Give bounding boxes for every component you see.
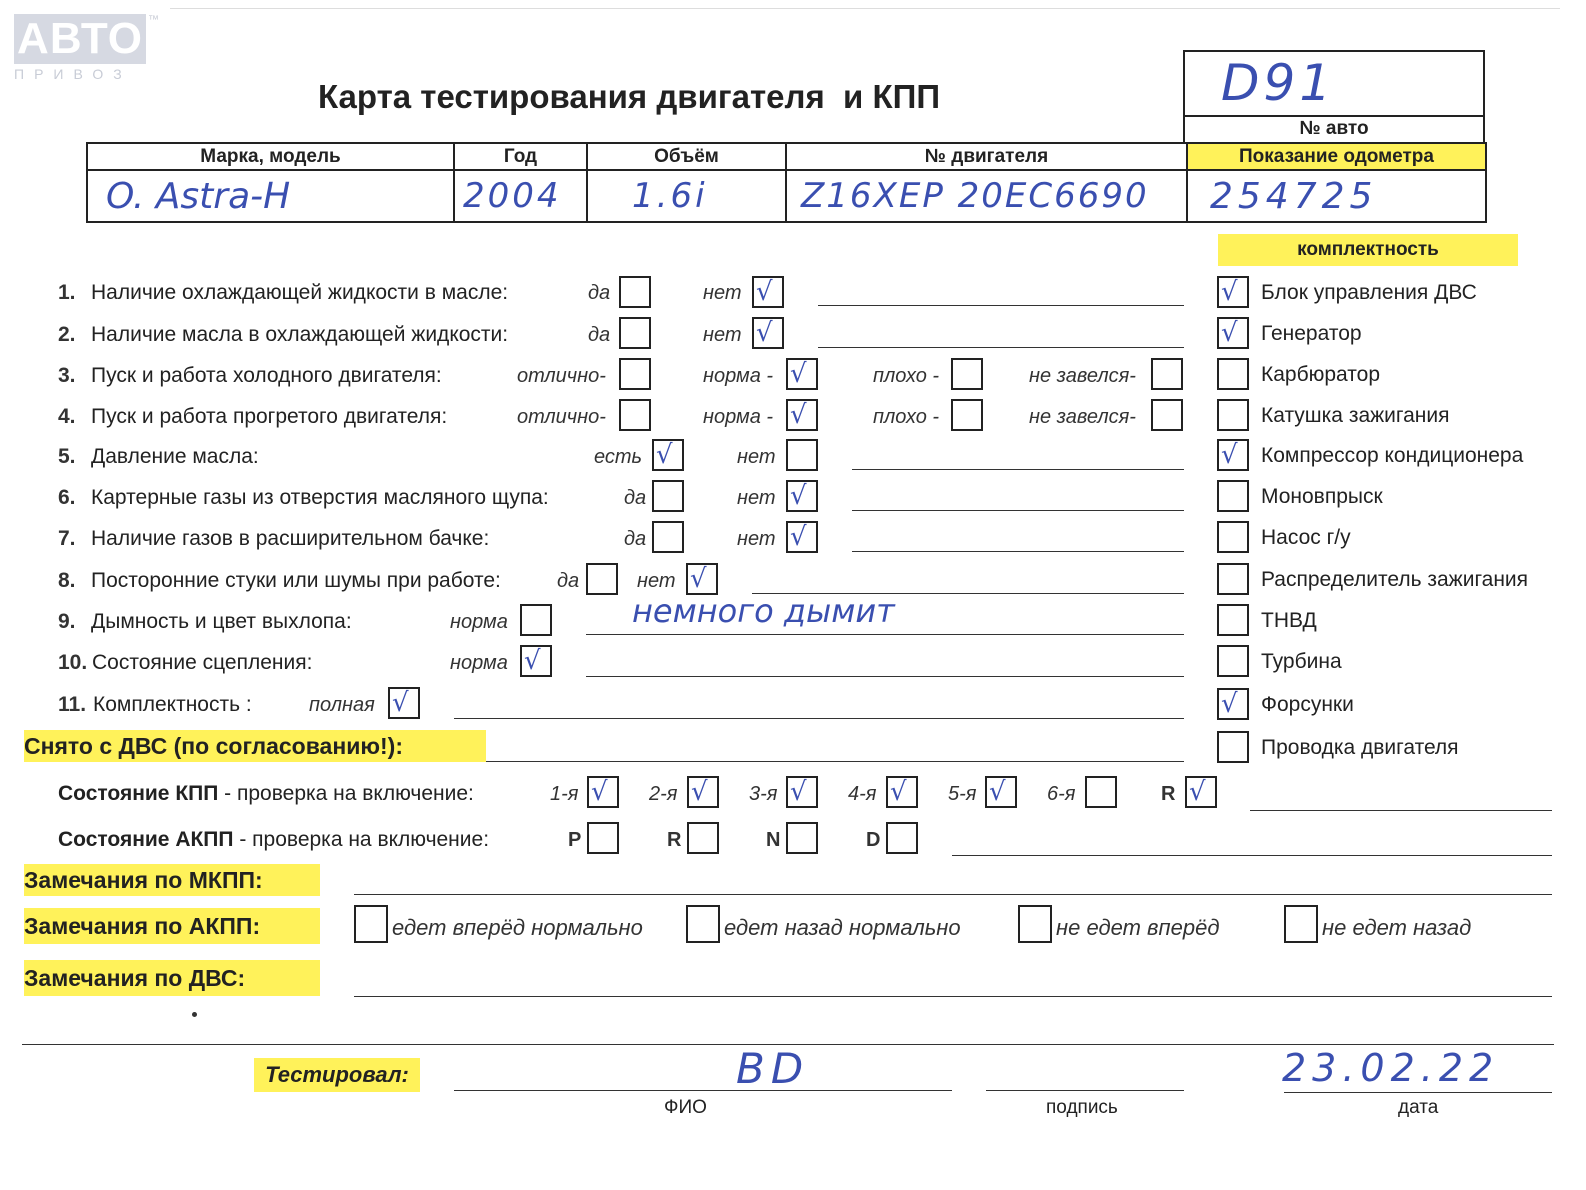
- kpp-label: Состояние КПП - проверка на включение:: [58, 782, 474, 805]
- kit-checkbox[interactable]: [1217, 731, 1249, 763]
- removed-label: Снято с ДВС (по согласованию!):: [24, 730, 486, 762]
- option-label: полная: [309, 694, 375, 716]
- kit-label: Моновпрыск: [1261, 485, 1383, 508]
- akpp-remark-checkbox[interactable]: [1284, 905, 1318, 943]
- akpp-label: Состояние АКПП - проверка на включение:: [58, 828, 490, 851]
- option-checkbox[interactable]: [652, 439, 684, 471]
- year-value: 2004: [454, 170, 587, 222]
- item-number: 4.: [58, 405, 76, 428]
- kit-label: Генератор: [1261, 322, 1362, 345]
- gear-checkbox[interactable]: [786, 776, 818, 808]
- item-number: 11.: [58, 693, 87, 716]
- item-label: Наличие газов в расширительном бачке:: [91, 527, 490, 550]
- akpp-remark-checkbox[interactable]: [686, 905, 720, 943]
- akpp-remark-checkbox[interactable]: [354, 905, 388, 943]
- item-number: 1.: [58, 281, 76, 304]
- check-mark: √: [756, 277, 773, 307]
- option-label: норма -: [703, 365, 774, 387]
- tested-label: Тестировал:: [254, 1058, 420, 1092]
- kit-checkbox[interactable]: [1217, 317, 1249, 349]
- option-checkbox[interactable]: [520, 645, 552, 677]
- gear-label: 2-я: [649, 783, 678, 805]
- item-number: 3.: [58, 364, 76, 387]
- car-number-box: [1183, 50, 1485, 144]
- kit-checkbox[interactable]: [1217, 399, 1249, 431]
- page-title: Карта тестирования двигателя и КПП: [318, 78, 941, 115]
- kit-label: Компрессор кондиционера: [1261, 444, 1524, 467]
- odometer-value: 254725: [1187, 170, 1486, 222]
- check-mark: √: [591, 777, 608, 807]
- item-number: 8.: [58, 569, 76, 592]
- gear-checkbox[interactable]: [587, 776, 619, 808]
- item-number: 7.: [58, 527, 76, 550]
- item-label: Давление масла:: [91, 445, 259, 468]
- option-checkbox[interactable]: [619, 358, 651, 390]
- kit-checkbox[interactable]: [1217, 480, 1249, 512]
- kit-checkbox[interactable]: [1217, 439, 1249, 471]
- volume-label: Объём: [587, 143, 786, 170]
- kit-checkbox[interactable]: [1217, 521, 1249, 553]
- option-label: нет: [737, 487, 776, 509]
- item-number: 5.: [58, 445, 76, 468]
- option-checkbox[interactable]: [619, 317, 651, 349]
- engine-label: № двигателя: [786, 143, 1187, 170]
- option-label: плохо -: [873, 406, 940, 428]
- akpp-remark-label: едет вперёд нормально: [392, 915, 643, 940]
- option-label: не завелся-: [1029, 406, 1136, 428]
- option-label: да: [588, 282, 611, 304]
- option-label: норма: [450, 652, 508, 674]
- check-mark: √: [656, 440, 673, 470]
- option-checkbox[interactable]: [652, 480, 684, 512]
- option-label: нет: [703, 324, 742, 346]
- engine-value: Z16XEP 20EC6690: [786, 170, 1187, 222]
- gear-label: 6-я: [1047, 783, 1076, 805]
- date-label: дата: [1398, 1097, 1439, 1118]
- check-mark: √: [524, 646, 541, 676]
- fio-value: BD: [736, 1044, 810, 1093]
- option-label: отлично-: [517, 365, 606, 387]
- option-label: нет: [637, 570, 676, 592]
- logo-tm: ™: [148, 14, 159, 26]
- option-checkbox[interactable]: [752, 317, 784, 349]
- check-mark: √: [392, 688, 409, 718]
- option-checkbox[interactable]: [520, 604, 552, 636]
- car-number-label: № авто: [1299, 118, 1369, 139]
- option-label: да: [624, 487, 647, 509]
- gear-label: 4-я: [848, 783, 877, 805]
- check-mark: √: [691, 777, 708, 807]
- option-checkbox[interactable]: [1151, 399, 1183, 431]
- mode-label: N: [766, 829, 781, 851]
- item-label: Картерные газы из отверстия масляного щупа:: [91, 486, 549, 509]
- item-label: Комплектность :: [93, 693, 252, 716]
- akpp-remark-label: не едет вперёд: [1056, 915, 1220, 940]
- date-value: 23.02.22: [1282, 1046, 1500, 1090]
- gear-checkbox[interactable]: [1085, 776, 1117, 808]
- option-checkbox[interactable]: [1151, 358, 1183, 390]
- item-number: 9.: [58, 610, 76, 633]
- option-checkbox[interactable]: [752, 276, 784, 308]
- kit-label: Турбина: [1261, 650, 1342, 673]
- mode-checkbox[interactable]: [786, 822, 818, 854]
- option-checkbox[interactable]: [388, 687, 420, 719]
- check-mark: √: [790, 400, 807, 430]
- item-label: Наличие масла в охлаждающей жидкости:: [91, 323, 509, 346]
- option-checkbox[interactable]: [586, 563, 618, 595]
- remarks-mkpp-label: Замечания по МКПП:: [24, 864, 320, 896]
- item-label: Наличие охлаждающей жидкости в масле:: [91, 281, 509, 304]
- mode-label: R: [667, 829, 682, 851]
- gear-label: 3-я: [749, 783, 778, 805]
- check-mark: √: [1189, 777, 1206, 807]
- gear-label: 1-я: [550, 783, 579, 805]
- item-label: Пуск и работа прогретого двигателя:: [91, 405, 448, 428]
- kit-checkbox[interactable]: [1217, 604, 1249, 636]
- check-mark: √: [1221, 277, 1238, 307]
- option-label: норма -: [703, 406, 774, 428]
- item-label: Состояние сцепления:: [92, 651, 313, 674]
- volume-value: 1.6i: [587, 170, 786, 222]
- kit-label: Карбюратор: [1261, 363, 1381, 386]
- option-checkbox[interactable]: [686, 563, 718, 595]
- check-mark: √: [756, 318, 773, 348]
- check-mark: √: [989, 777, 1006, 807]
- kit-label: Проводка двигателя: [1261, 736, 1459, 759]
- check-mark: √: [1221, 440, 1238, 470]
- gear-label: 5-я: [948, 783, 977, 805]
- mode-label: D: [866, 829, 881, 851]
- logo-bottom: ПРИВОЗ: [14, 66, 132, 82]
- item-number: 6.: [58, 486, 76, 509]
- option-label: есть: [594, 446, 643, 468]
- exhaust-note: немного дымит: [632, 592, 895, 630]
- gear-checkbox[interactable]: [687, 776, 719, 808]
- gear-checkbox[interactable]: [1185, 776, 1217, 808]
- akpp-remark-checkbox[interactable]: [1018, 905, 1052, 943]
- kit-label: Форсунки: [1261, 693, 1354, 716]
- option-label: да: [557, 570, 580, 592]
- option-checkbox[interactable]: [619, 399, 651, 431]
- option-label: не завелся-: [1029, 365, 1136, 387]
- item-label: Пуск и работа холодного двигателя:: [91, 364, 442, 387]
- option-label: плохо -: [873, 365, 940, 387]
- option-label: да: [588, 324, 611, 346]
- item-label: Дымность и цвет выхлопа:: [91, 610, 352, 633]
- option-checkbox[interactable]: [951, 358, 983, 390]
- year-label: Год: [454, 143, 587, 170]
- option-checkbox[interactable]: [619, 276, 651, 308]
- logo: [14, 14, 159, 86]
- fio-label: ФИО: [664, 1097, 707, 1118]
- option-label: нет: [737, 446, 776, 468]
- option-checkbox[interactable]: [652, 521, 684, 553]
- gear-label: R: [1161, 783, 1176, 805]
- check-mark: √: [1221, 318, 1238, 348]
- car-number-value: D91: [1221, 54, 1336, 112]
- kit-label: Катушка зажигания: [1261, 404, 1450, 427]
- option-checkbox[interactable]: [786, 439, 818, 471]
- logo-top: АВТО: [14, 14, 146, 64]
- item-number: 2.: [58, 323, 76, 346]
- option-label: нет: [703, 282, 742, 304]
- item-number: 10.: [58, 651, 88, 674]
- option-checkbox[interactable]: [786, 358, 818, 390]
- option-label: норма: [450, 611, 508, 633]
- option-label: нет: [737, 528, 776, 550]
- odometer-label: Показание одометра: [1187, 143, 1486, 170]
- kit-checkbox[interactable]: [1217, 358, 1249, 390]
- mode-label: P: [568, 829, 582, 851]
- kit-label: Распределитель зажигания: [1261, 568, 1529, 591]
- option-label: да: [624, 528, 647, 550]
- kit-checkbox[interactable]: [1217, 645, 1249, 677]
- check-mark: √: [790, 481, 807, 511]
- option-checkbox[interactable]: [786, 480, 818, 512]
- brand-label: Марка, модель: [87, 143, 454, 170]
- option-checkbox[interactable]: [786, 399, 818, 431]
- akpp-remark-label: едет назад нормально: [724, 915, 961, 940]
- kit-label: Насос г/у: [1261, 526, 1351, 549]
- kit-checkbox[interactable]: [1217, 563, 1249, 595]
- remarks-akpp-label: Замечания по АКПП:: [24, 908, 320, 944]
- check-mark: √: [890, 777, 907, 807]
- kit-checkbox[interactable]: [1217, 688, 1249, 720]
- akpp-remark-label: не едет назад: [1322, 915, 1472, 940]
- kit-checkbox[interactable]: [1217, 276, 1249, 308]
- remarks-dvs-label: Замечания по ДВС:: [24, 960, 320, 996]
- check-mark: √: [790, 359, 807, 389]
- gear-checkbox[interactable]: [985, 776, 1017, 808]
- kit-title: комплектность: [1218, 234, 1518, 266]
- check-mark: √: [690, 564, 707, 594]
- header-table: [86, 142, 1487, 223]
- check-mark: √: [790, 777, 807, 807]
- mode-checkbox[interactable]: [886, 822, 918, 854]
- check-mark: √: [1221, 689, 1238, 719]
- gear-checkbox[interactable]: [886, 776, 918, 808]
- item-label: Посторонние стуки или шумы при работе:: [91, 569, 501, 592]
- kit-label: Блок управления ДВС: [1261, 281, 1477, 304]
- mode-checkbox[interactable]: [587, 822, 619, 854]
- option-label: отлично-: [517, 406, 606, 428]
- mode-checkbox[interactable]: [687, 822, 719, 854]
- option-checkbox[interactable]: [786, 521, 818, 553]
- kit-label: ТНВД: [1261, 609, 1317, 632]
- brand-value: O. Astra-H: [87, 170, 454, 222]
- check-mark: √: [790, 522, 807, 552]
- signature-label: подпись: [1046, 1097, 1118, 1118]
- option-checkbox[interactable]: [951, 399, 983, 431]
